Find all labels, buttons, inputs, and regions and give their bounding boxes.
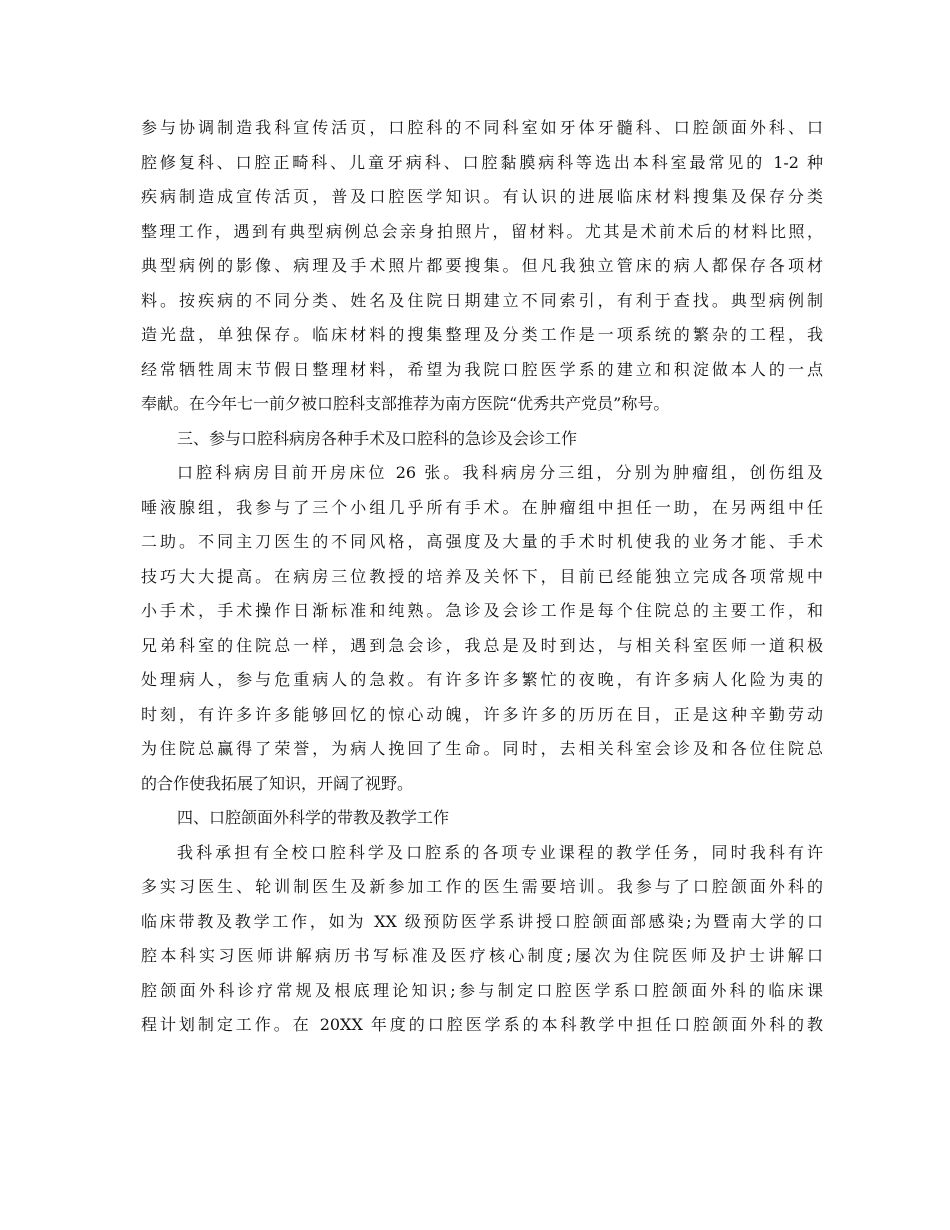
text-line: 口腔科病房目前开房床位 26 张。我科病房分三组，分别为肿瘤组，创伤组及 [177,463,823,482]
paragraph-continuation [141,111,823,422]
text-line: 典型病例的影像、病理及手术照片都要搜集。但凡我独立管床的病人都保存各项材 [141,256,823,275]
text-line: 时刻，有许多许多能够回忆的惊心动魄，许多许多的历历在目，正是这种辛勤劳动 [141,704,823,724]
text-line: 小手术，手术操作日渐标准和纯熟。急诊及会诊工作是每个住院总的主要工作，和 [141,601,823,620]
text-line: 兄弟科室的住院总一样，遇到急会诊，我总是及时到达，与相关科室医师一道积极 [141,635,823,655]
section-4-paragraph [141,836,823,1043]
text-line: 二助。不同主刀医生的不同风格，高强度及大量的手术时机使我的业务才能、手术 [141,532,823,551]
text-line: 处理病人，参与危重病人的急救。有许多许多繁忙的夜晚，有许多病人化险为夷的 [141,670,823,689]
text-line: 奉献。在今年七一前夕被口腔科支部推荐为南方医院“优秀共产党员”称号。 [141,394,670,413]
text-line: 程计划制定工作。在 20XX 年度的口腔医学系的本科教学中担任口腔颌面外科的教 [141,1015,823,1034]
text-line: 参与协调制造我科宣传活页，口腔科的不同科室如牙体牙髓科、口腔颌面外科、口 [141,118,823,137]
text-line: 腔颌面外科诊疗常规及根底理论知识;参与制定口腔医学系口腔颌面外科的临床课 [141,980,823,1000]
text-line: 技巧大大提高。在病房三位教授的培养及关怀下，目前已经能独立完成各项常规中 [141,566,823,586]
text-line: 的合作使我拓展了知识，开阔了视野。 [141,773,414,793]
document-page [141,111,823,1043]
text-line: 为住院总赢得了荣誉，为病人挽回了生命。同时，去相关科室会诊及和各位住院总 [141,739,823,758]
text-line: 多实习医生、轮训制医生及新参加工作的医生需要培训。我参与了口腔颌面外科的 [141,877,823,896]
section-heading-4: 四、口腔颌面外科学的带教及教学工作 [177,808,450,827]
text-line: 临床带教及教学工作，如为 XX 级预防医学系讲授口腔颌面部感染;为暨南大学的口 [141,911,823,931]
text-line: 腔本科实习医师讲解病历书写标准及医疗核心制度;屡次为住院医师及护士讲解口 [141,946,823,965]
text-line: 料。按疾病的不同分类、姓名及住院日期建立不同索引，有利于查找。典型病例制 [141,290,823,310]
text-line: 疾病制造成宣传活页，普及口腔医学知识。有认识的进展临床材料搜集及保存分类 [141,187,823,206]
text-line: 造光盘，单独保存。临床材料的搜集整理及分类工作是一项系统的繁杂的工程，我 [141,325,823,344]
text-line: 整理工作，遇到有典型病例总会亲身拍照片，留材料。尤其是术前术后的材料比照， [141,221,823,241]
text-line: 我科承担有全校口腔科学及口腔系的各项专业课程的教学任务，同时我科有许 [177,842,823,862]
text-line: 腔修复科、口腔正畸科、儿童牙病科、口腔黏膜病科等选出本科室最常见的 1-2 种 [141,152,823,172]
section-3-paragraph [141,456,823,801]
text-line: 经常牺牲周末节假日整理材料，希望为我院口腔医学系的建立和积淀做本人的一点 [141,359,823,379]
text-line: 唾液腺组，我参与了三个小组几乎所有手术。在肿瘤组中担任一助，在另两组中任 [141,497,823,517]
section-heading-3: 三、参与口腔科病房各种手术及口腔科的急诊及会诊工作 [177,428,578,448]
